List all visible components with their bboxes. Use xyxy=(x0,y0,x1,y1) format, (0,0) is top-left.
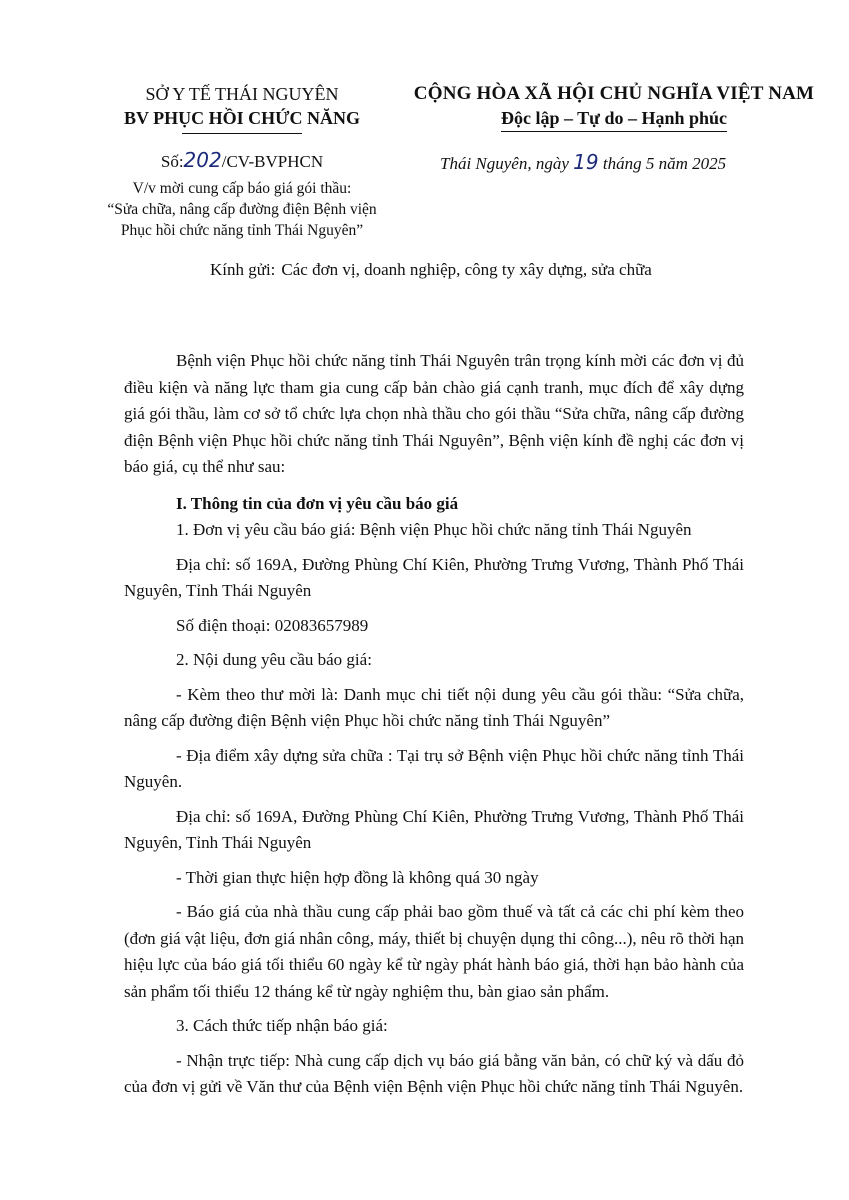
national-header xyxy=(398,82,830,132)
doc-number-suffix: /CV-BVPHCN xyxy=(221,152,324,171)
document-number xyxy=(92,148,392,174)
address-paragraph: Địa chỉ: số 169A, Đường Phùng Chí Kiên, Phường Trưng Vương, Thành Phố Thái Nguyên, Tỉnh Thái Nguyên xyxy=(124,554,744,600)
phone-paragraph: Số điện thoại: 02083657989 xyxy=(176,615,369,635)
issuer-underline xyxy=(182,133,302,134)
handwritten-day: 19 xyxy=(573,150,599,174)
subject-line: “Sửa chữa, nâng cấp đường điện Bệnh viện xyxy=(107,201,377,218)
document-subject xyxy=(82,178,402,241)
duration-paragraph: - Thời gian thực hiện hợp đồng là không quá 30 ngày xyxy=(176,867,539,887)
intro-paragraph: Bệnh viện Phục hồi chức năng tỉnh Thái Nguyên trân trọng kính mời các đơn vị đủ điều kiện và năng lực tham gia cung cấp bản chào giá cạnh tranh, mục đích để xây dựng giá gói thầu, làm cơ sở tổ chức lựa chọn nhà thầu cho gói thầu “Sửa chữa, nâng cấp đường điện Bệnh viện Phục hồi chức năng tỉnh Thái Nguyên”, Bệnh viện kính đề nghị các đơn vị báo giá, cụ thể như sau: xyxy=(124,351,744,476)
section-heading: I. Thông tin của đơn vị yêu cầu báo giá xyxy=(176,493,459,513)
address-paragraph: Địa chỉ: số 169A, Đường Phùng Chí Kiên, Phường Trưng Vương, Thành Phố Thái Nguyên, Tỉnh Thái Nguyên xyxy=(124,806,744,852)
quote-terms-paragraph: - Báo giá của nhà thầu cung cấp phải bao gồm thuế và tất cả các chi phí kèm theo (đơn giá vật liệu, đơn giá nhân công, máy, thiết bị chuyện dụng thi công...), nêu rõ thời hạn hiệu lực của báo giá tối thiểu 60 ngày kể từ ngày phát hành báo giá, thời hạn bảo hành của sản phẩm tối thiểu 12 tháng kể từ ngày nghiệm thu, bàn giao sản phẩm. xyxy=(124,902,744,1001)
recipient-label: Kính gửi: xyxy=(210,260,276,279)
issuer-header xyxy=(92,82,392,134)
national-title: CỘNG HÒA XÃ HỘI CHỦ NGHĨA VIỆT NAM xyxy=(413,83,815,104)
place-and-date xyxy=(440,150,830,176)
attachment-paragraph: - Kèm theo thư mời là: Danh mục chi tiết nội dung yêu cầu gói thầu: “Sửa chữa, nâng cấp đường điện Bệnh viện Phục hồi chức năng tỉnh Thái Nguyên” xyxy=(124,684,744,730)
national-motto: Độc lập – Tự do – Hạnh phúc xyxy=(501,106,727,132)
parent-agency: SỞ Y TẾ THÁI NGUYÊN xyxy=(145,84,339,104)
date-suffix: tháng 5 năm 2025 xyxy=(598,154,727,173)
location-paragraph: - Địa điểm xây dựng sửa chữa : Tại trụ sở Bệnh viện Phục hồi chức năng tỉnh Thái Nguyên. xyxy=(124,745,744,791)
quote-content-heading: 2. Nội dung yêu cầu báo giá: xyxy=(176,650,372,669)
handwritten-doc-number: 202 xyxy=(183,148,222,172)
document-body xyxy=(124,348,744,1101)
requesting-unit: 1. Đơn vị yêu cầu báo giá: Bệnh viện Phục hồi chức năng tỉnh Thái Nguyên xyxy=(176,520,692,539)
receipt-method-heading: 3. Cách thức tiếp nhận báo giá: xyxy=(176,1016,388,1035)
recipient-text: Các đơn vị, doanh nghiệp, công ty xây dựng, sửa chữa xyxy=(281,260,652,279)
subject-line: V/v mời cung cấp báo giá gói thầu: xyxy=(132,180,352,197)
issuing-hospital: BV PHỤC HỒI CHỨC NĂNG xyxy=(123,108,360,128)
doc-number-prefix: Số: xyxy=(160,152,184,171)
subject-line: Phục hồi chức năng tỉnh Thái Nguyên” xyxy=(120,222,364,239)
date-prefix: Thái Nguyên, ngày xyxy=(440,154,574,173)
recipient-line xyxy=(210,258,810,282)
receipt-paragraph: - Nhận trực tiếp: Nhà cung cấp dịch vụ báo giá bằng văn bản, có chữ ký và dấu đỏ của đơn vị gửi về Văn thư của Bệnh viện Bệnh viện Phục hồi chức năng tỉnh Thái Nguyên. xyxy=(124,1050,744,1096)
